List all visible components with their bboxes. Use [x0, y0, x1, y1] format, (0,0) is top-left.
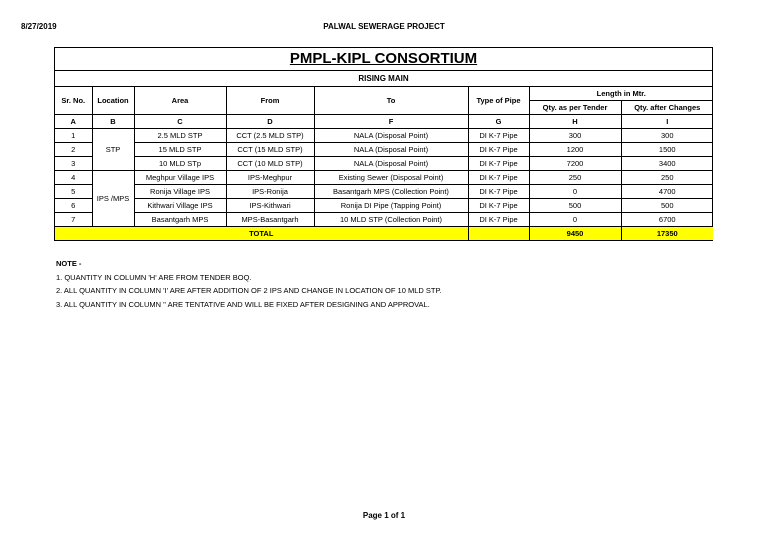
- cell-qty-changes: 3400: [621, 157, 713, 171]
- letter-cell: H: [529, 115, 621, 129]
- notes-section: [56, 257, 442, 311]
- note-item: 2. ALL QUANTITY IN COLUMN 'I' ARE AFTER ADDITION OF 2 IPS AND CHANGE IN LOCATION OF 10 MLD STP.: [56, 286, 442, 295]
- cell-qty-changes: 6700: [621, 213, 713, 227]
- cell-from: IPS-Meghpur: [226, 171, 314, 185]
- rising-main-sheet: [54, 47, 713, 241]
- letter-cell: A: [55, 115, 92, 129]
- cell-pipe: DI K-7 Pipe: [468, 129, 529, 143]
- cell-area: 2.5 MLD STP: [134, 129, 226, 143]
- cell-pipe: DI K-7 Pipe: [468, 199, 529, 213]
- cell-sr: 5: [55, 185, 92, 199]
- cell-sr: 7: [55, 213, 92, 227]
- page-footer: Page 1 of 1: [362, 511, 406, 520]
- letter-cell: D: [226, 115, 314, 129]
- header-project-name: PALWAL SEWERAGE PROJECT: [323, 22, 445, 31]
- table-row: [55, 213, 713, 227]
- cell-from: CCT (10 MLD STP): [226, 157, 314, 171]
- total-qty-tender: 9450: [529, 227, 621, 241]
- cell-sr: 4: [55, 171, 92, 185]
- cell-to: Existing Sewer (Disposal Point): [314, 171, 468, 185]
- cell-sr: 1: [55, 129, 92, 143]
- table-row: [55, 157, 713, 171]
- location-group-ips-mps: IPS /MPS: [92, 171, 134, 227]
- cell-to: Ronija DI Pipe (Tapping Point): [314, 199, 468, 213]
- cell-pipe: DI K-7 Pipe: [468, 143, 529, 157]
- col-header-area: Area: [134, 87, 226, 115]
- location-group-stp: STP: [92, 129, 134, 171]
- cell-to: 10 MLD STP (Collection Point): [314, 213, 468, 227]
- sheet-title: PMPL-KIPL CONSORTIUM: [55, 48, 712, 71]
- cell-qty-tender: 0: [529, 185, 621, 199]
- cell-area: Basantgarh MPS: [134, 213, 226, 227]
- cell-pipe: DI K-7 Pipe: [468, 171, 529, 185]
- cell-qty-tender: 250: [529, 171, 621, 185]
- cell-qty-changes: 250: [621, 171, 713, 185]
- letter-row: [55, 115, 713, 129]
- cell-to: NALA (Disposal Point): [314, 129, 468, 143]
- sheet-subtitle: RISING MAIN: [55, 71, 712, 87]
- total-row: [55, 227, 713, 241]
- total-qty-changes: 17350: [621, 227, 713, 241]
- col-header-sr-no: Sr. No.: [55, 87, 92, 115]
- cell-pipe: DI K-7 Pipe: [468, 213, 529, 227]
- cell-qty-changes: 500: [621, 199, 713, 213]
- total-pipe-empty: [468, 227, 529, 241]
- header-date: 8/27/2019: [21, 22, 57, 31]
- cell-sr: 2: [55, 143, 92, 157]
- cell-from: IPS-Ronija: [226, 185, 314, 199]
- letter-cell: B: [92, 115, 134, 129]
- cell-qty-tender: 500: [529, 199, 621, 213]
- letter-cell: F: [314, 115, 468, 129]
- letter-cell: C: [134, 115, 226, 129]
- col-header-qty-changes: Qty. after Changes: [621, 101, 713, 115]
- cell-qty-tender: 300: [529, 129, 621, 143]
- cell-area: 15 MLD STP: [134, 143, 226, 157]
- cell-sr: 6: [55, 199, 92, 213]
- cell-from: IPS-Kithwari: [226, 199, 314, 213]
- col-header-qty-tender: Qty. as per Tender: [529, 101, 621, 115]
- cell-qty-tender: 7200: [529, 157, 621, 171]
- cell-qty-tender: 0: [529, 213, 621, 227]
- cell-to: NALA (Disposal Point): [314, 157, 468, 171]
- cell-from: CCT (2.5 MLD STP): [226, 129, 314, 143]
- cell-pipe: DI K-7 Pipe: [468, 157, 529, 171]
- table-row: [55, 171, 713, 185]
- cell-qty-changes: 300: [621, 129, 713, 143]
- col-header-to: To: [314, 87, 468, 115]
- col-header-from: From: [226, 87, 314, 115]
- table-row: [55, 185, 713, 199]
- cell-area: 10 MLD STp: [134, 157, 226, 171]
- cell-pipe: DI K-7 Pipe: [468, 185, 529, 199]
- notes-heading: NOTE -: [56, 259, 82, 268]
- cell-qty-changes: 4700: [621, 185, 713, 199]
- col-header-location: Location: [92, 87, 134, 115]
- table-row: [55, 143, 713, 157]
- cell-qty-tender: 1200: [529, 143, 621, 157]
- cell-area: Kithwari Village IPS: [134, 199, 226, 213]
- cell-to: NALA (Disposal Point): [314, 143, 468, 157]
- cell-area: Meghpur Village IPS: [134, 171, 226, 185]
- header-row-1: [55, 87, 713, 101]
- cell-to: Basantgarh MPS (Collection Point): [314, 185, 468, 199]
- note-item: 1. QUANTITY IN COLUMN 'H' ARE FROM TENDER BOQ.: [56, 272, 252, 282]
- col-header-type-of-pipe: Type of Pipe: [468, 87, 529, 115]
- cell-from: MPS-Basantgarh: [226, 213, 314, 227]
- total-label: TOTAL: [55, 227, 468, 241]
- cell-from: CCT (15 MLD STP): [226, 143, 314, 157]
- cell-sr: 3: [55, 157, 92, 171]
- letter-cell: I: [621, 115, 713, 129]
- letter-cell: G: [468, 115, 529, 129]
- table-row: [55, 129, 713, 143]
- cell-qty-changes: 1500: [621, 143, 713, 157]
- note-item: 3. ALL QUANTITY IN COLUMN '' ARE TENTATIVE AND WILL BE FIXED AFTER DESIGNING AND APPROVAL.: [56, 299, 430, 309]
- cell-area: Ronija Village IPS: [134, 185, 226, 199]
- table-row: [55, 199, 713, 213]
- col-header-length: Length in Mtr.: [529, 87, 713, 101]
- rising-main-table: [55, 87, 713, 240]
